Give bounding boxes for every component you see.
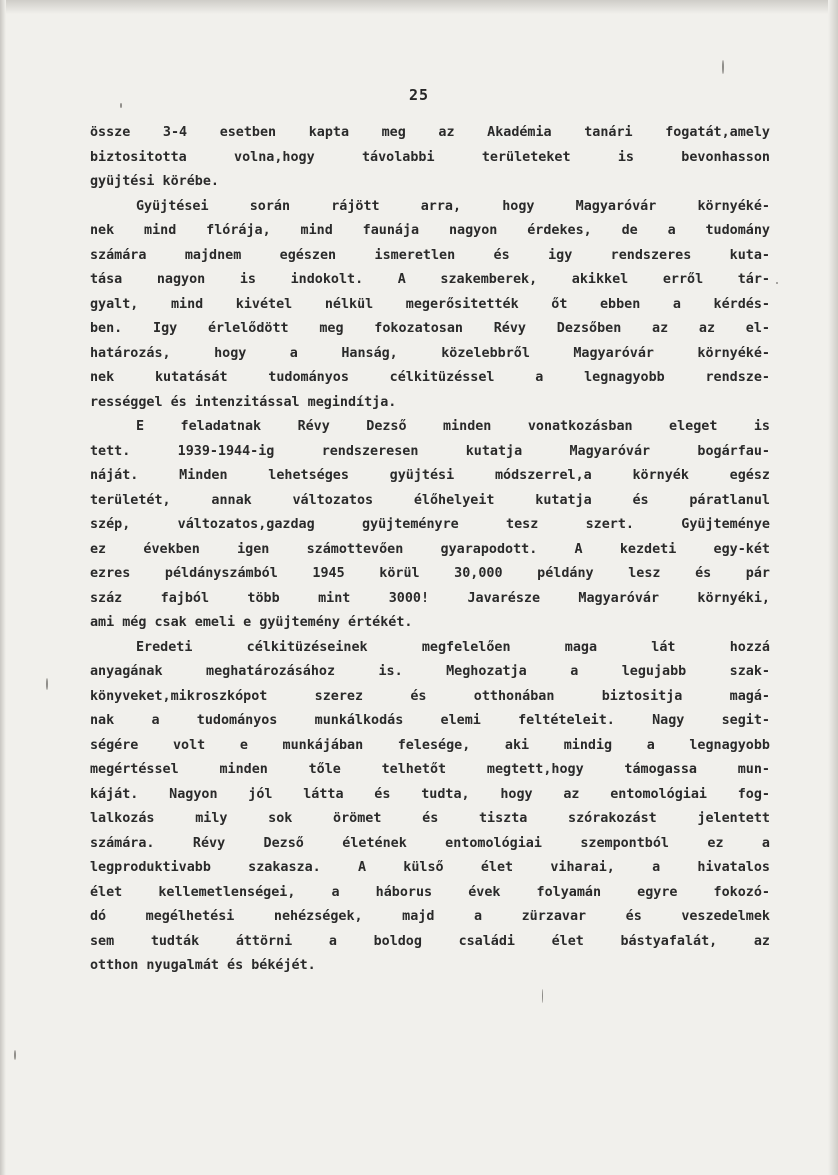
scan-speck	[14, 1050, 16, 1060]
text-line: dó megélhetési nehézségek, majd a zürzavar és veszedelmek	[90, 909, 770, 924]
text-line: ami még csak emeli e gyüjtemény értékét.	[90, 615, 413, 630]
text-line: száz fajból több mint 3000! Javarésze Magyaróvár környéki,	[90, 590, 770, 606]
text-line: anyagának meghatározásához is. Meghozatja a legujabb szak-	[90, 664, 770, 679]
text-line: rességgel és intenzitással megindítja.	[90, 394, 397, 410]
text-line: könyveket,mikroszkópot szerez és otthonában biztositja magá-	[90, 688, 770, 704]
text-line: gyalt, mind kivétel nélkül megerősitették őt ebben a kérdés-	[90, 296, 770, 312]
text-line: Eredeti célkitüzéseinek megfelelően maga lát hozzá	[136, 639, 770, 655]
text-line: biztositotta volna,hogy távolabbi területeket is bevonhasson	[90, 149, 770, 165]
text-line: össze 3-4 esetben kapta meg az Akadémia tanári fogatát,amely	[90, 125, 770, 140]
text-line: náját. Minden lehetséges gyüjtési módszerrel,a környék egész	[90, 468, 770, 483]
text-line: ségére volt e munkájában felesége, aki mindig a legnagyobb	[90, 737, 770, 753]
text-line: E feladatnak Révy Dezső minden vonatkozásban eleget is	[136, 419, 770, 434]
text-line: káját. Nagyon jól látta és tudta, hogy az entomológiai fog-	[90, 786, 770, 802]
body-text	[90, 121, 770, 979]
text-line: legproduktivabb szakasza. A külső élet viharai, a hivatalos	[90, 860, 770, 875]
text-line: szép, változatos,gazdag gyüjteményre tesz szert. Gyüjteménye	[90, 517, 770, 532]
text-line: lalkozás mily sok örömet és tiszta szórakozást jelentett	[90, 811, 770, 826]
scan-speck	[542, 989, 543, 1003]
text-line: nek kutatását tudományos célkitüzéssel a legnagyobb rendsze-	[90, 370, 770, 385]
text-line: ez években igen számottevően gyarapodott. A kezdeti egy-két	[90, 541, 770, 557]
scan-edge-left	[0, 0, 6, 1175]
scan-speck	[722, 60, 724, 74]
text-line: ben. Igy érlelődött meg fokozatosan Révy Dezsőben az az el-	[90, 321, 770, 336]
text-line: számára majdnem egészen ismeretlen és igy rendszeres kuta-	[90, 247, 770, 263]
scan-speck	[46, 678, 48, 690]
scan-speck	[776, 282, 778, 284]
text-line: határozás, hogy a Hanság, közelebbről Magyaróvár környéké-	[90, 345, 770, 361]
text-line: területét, annak változatos élőhelyeit kutatja és páratlanul	[90, 492, 770, 508]
text-line: Gyüjtései során rájött arra, hogy Magyaróvár környéké-	[136, 198, 770, 214]
text-line: nek mind flórája, mind faunája nagyon érdekes, de a tudomány	[90, 223, 770, 238]
scan-edge-right	[828, 0, 838, 1175]
text-line: nak a tudományos munkálkodás elemi feltételeit. Nagy segit-	[90, 713, 770, 728]
text-line: számára. Révy Dezső életének entomológiai szempontból ez a	[90, 835, 770, 851]
text-line: tása nagyon is indokolt. A szakemberek, akikkel erről tár-	[90, 272, 770, 287]
text-line: ezres példányszámból 1945 körül 30,000 példány lesz és pár	[90, 566, 770, 581]
text-line: otthon nyugalmát és békéjét.	[90, 958, 316, 973]
text-line: gyüjtési körébe.	[90, 174, 219, 189]
scan-edge-top	[0, 0, 838, 14]
text-line: sem tudták áttörni a boldog családi élet bástyafalát, az	[90, 933, 770, 949]
page-number: 25	[408, 86, 430, 104]
text-line: tett. 1939-1944-ig rendszeresen kutatja Magyaróvár bogárfau-	[90, 443, 770, 459]
text-line: élet kellemetlenségei, a háborus évek folyamán egyre fokozó-	[90, 884, 770, 900]
text-line: megértéssel minden tőle telhetőt megtett,hogy támogassa mun-	[90, 762, 770, 777]
